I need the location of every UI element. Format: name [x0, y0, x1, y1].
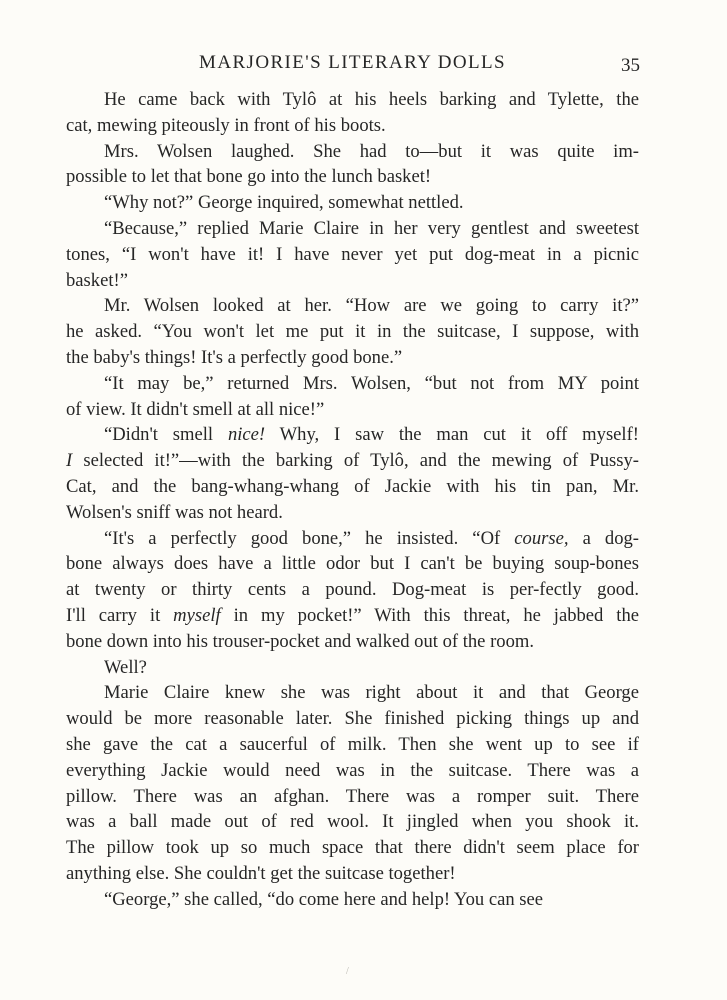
italic-word: course, — [514, 527, 569, 549]
body-text — [66, 87, 639, 913]
page-number: 35 — [621, 55, 640, 76]
paragraph — [66, 887, 639, 913]
text-line: Wolsen's sniff was not heard. — [66, 501, 283, 523]
paragraph — [66, 293, 639, 370]
text-line: bone down into his trouser-pocket and walked out of the room. — [66, 630, 534, 652]
text-line: anything else. She couldn't get the suitcase together! — [66, 862, 456, 884]
text-line: I selected it!”—with the barking of Tylô, and the mewing of Pussy- — [66, 450, 639, 472]
text-line: He came back with Tylô at his heels barking and Tylette, the — [104, 89, 639, 110]
text-line: basket!” — [66, 269, 128, 291]
italic-word: myself — [173, 604, 221, 626]
text-line: would be more reasonable later. She finished picking things up and — [66, 708, 639, 730]
paragraph — [66, 87, 639, 139]
text-line: he asked. “You won't let me put it in the suitcase, I suppose, with — [66, 321, 639, 343]
paragraph — [66, 139, 639, 191]
text-line: “It's a perfectly good bone,” he insisted. “Of course, a dog- — [104, 527, 639, 549]
text-line: of view. It didn't smell at all nice!” — [66, 398, 325, 420]
paragraph — [66, 526, 639, 655]
text-line: “Didn't smell nice! Why, I saw the man cut it off myself! — [104, 424, 639, 446]
text-line: “George,” she called, “do come here and help! You can see — [104, 888, 544, 910]
text-line: The pillow took up so much space that there didn't seem place for — [66, 837, 639, 859]
text-line: Marie Claire knew she was right about it and that George — [104, 682, 639, 704]
text-line: Mrs. Wolsen laughed. She had to—but it was quite im- — [104, 140, 639, 162]
text-line: pillow. There was an afghan. There was a romper suit. There — [66, 785, 639, 807]
italic-word: nice! — [227, 424, 266, 446]
paragraph — [66, 655, 639, 681]
text-line: cat, mewing piteously in front of his boots. — [66, 114, 386, 136]
page-header — [66, 46, 639, 76]
text-line: “Why not?” George inquired, somewhat nettled. — [104, 192, 464, 214]
text-line: the baby's things! It's a perfectly good bone.” — [66, 346, 403, 368]
text-line: “Because,” replied Marie Claire in her very gentlest and sweetest — [104, 217, 639, 239]
text-line: Mr. Wolsen looked at her. “How are we going to carry it?” — [104, 295, 639, 317]
text-line: she gave the cat a saucerful of milk. Then she went up to see if — [66, 733, 639, 755]
footer-mark: / — [346, 966, 349, 977]
italic-word: I — [66, 450, 73, 472]
text-line: at twenty or thirty cents a pound. Dog-meat is per-fectly good. — [66, 579, 639, 601]
running-head: MARJORIE'S LITERARY DOLLS — [199, 52, 506, 73]
paragraph — [66, 422, 639, 525]
text-line: I'll carry it myself in my pocket!” With this threat, he jabbed the — [66, 604, 639, 626]
text-line: “It may be,” returned Mrs. Wolsen, “but not from MY point — [104, 372, 639, 394]
paragraph — [66, 680, 639, 886]
text-line: Well? — [104, 656, 147, 678]
text-line: everything Jackie would need was in the suitcase. There was a — [66, 759, 639, 781]
paragraph — [66, 190, 639, 216]
text-line: Cat, and the bang-whang-whang of Jackie with his tin pan, Mr. — [66, 475, 639, 497]
text-line: was a ball made out of red wool. It jingled when you shook it. — [66, 811, 639, 833]
text-line: tones, “I won't have it! I have never yet put dog-meat in a picnic — [66, 243, 639, 265]
paragraph — [66, 371, 639, 423]
text-line: possible to let that bone go into the lunch basket! — [66, 166, 432, 188]
text-line: bone always does have a little odor but I can't be buying soup-bones — [66, 553, 639, 575]
paragraph — [66, 216, 639, 293]
